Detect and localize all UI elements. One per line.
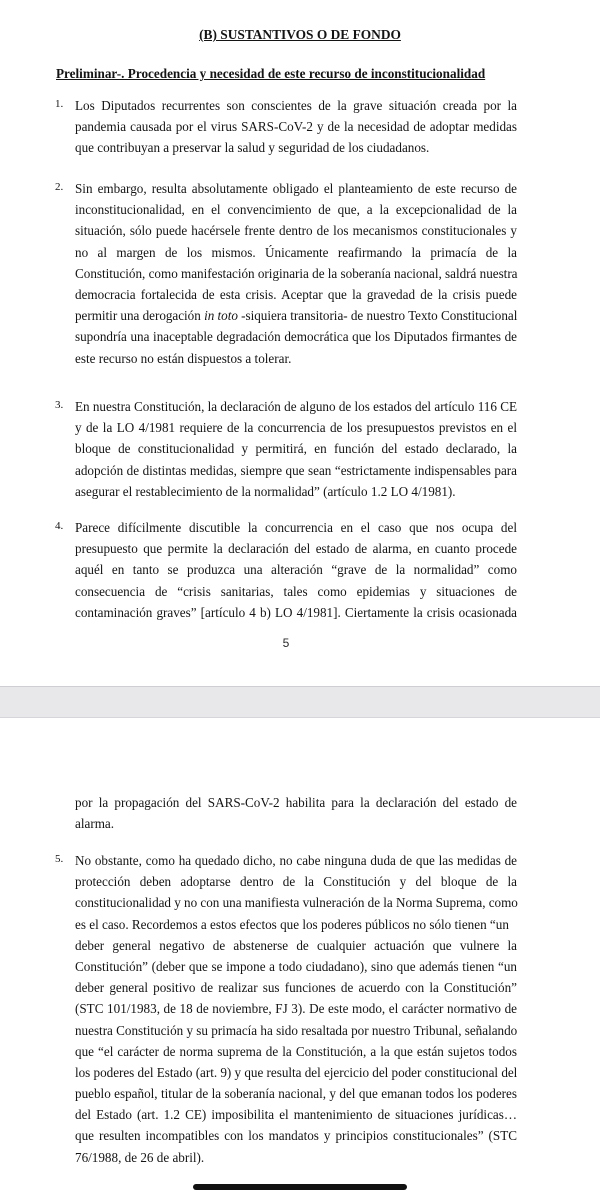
text-line: supondría una inaceptable degradación democrática que los Diputados firmantes de: [75, 329, 517, 345]
text-line: adopción de distintas medidas, siempre que sean “estrictamente indispensables para: [75, 462, 517, 478]
text-line: que “el carácter de norma suprema de la Constitución, a la que están sujetos todos: [75, 1043, 517, 1059]
text-line: democracia fortalecida de esta crisis. Aceptar que la gravedad de la crisis puede: [75, 286, 517, 302]
text-line: y de la LO 4/1981 requiere de la concurrencia de los presupuestos previstos en el: [75, 420, 517, 436]
text-line: alarma.: [75, 816, 115, 832]
paragraph-text: [75, 792, 517, 834]
text-line: asegurar el restablecimiento de la normalidad” (artículo 1.2 LO 4/1981).: [75, 483, 456, 499]
text-line: Parece difícilmente discutible la concurrencia en el caso que nos ocupa del: [75, 520, 517, 535]
section-heading: (B) SUSTANTIVOS O DE FONDO: [199, 27, 401, 42]
paragraph-text: [75, 517, 517, 623]
text-segment: -siquiera transitoria- de nuestro Texto Constitucional: [241, 308, 518, 324]
text-line: Constitución” (deber que se impone a todo ciudadano), sino que además tienen “un: [75, 958, 517, 974]
paragraph-number: 3.: [55, 399, 64, 411]
paragraph-number: 4.: [55, 520, 64, 532]
text-line: bloque de constitucionalidad y permitirá, en función del estado declarado, la: [75, 441, 517, 457]
text-line: presupuesto que permite la declaración del estado de alarma, en cuanto procede: [75, 541, 517, 557]
text-line: deber general positivo de realizar sus funciones de acuerdo con la Constitución”: [75, 980, 517, 996]
text-line: Sin embargo, resulta absolutamente obligado el planteamiento de este recurso de: [75, 181, 517, 196]
text-line: que contribuyan a preservar la salud y seguridad de los ciudadanos.: [75, 140, 430, 156]
text-line: los poderes del Estado (art. 9) y que resulta del ejercicio del poder constitucional del: [75, 1064, 518, 1080]
paragraph-number: 1.: [55, 98, 64, 110]
section-subheading: Preliminar-. Procedencia y necesidad de este recurso de inconstitucionalidad: [56, 66, 486, 81]
paragraph-text: [75, 396, 517, 502]
text-line: es el caso. Recordemos a estos efectos que los poderes públicos no sólo tienen “un: [75, 916, 509, 932]
text-line: contaminación graves” [artículo 4 b) LO 4/1981]. Ciertamente la crisis ocasionada: [75, 604, 517, 620]
text-line: deber general negativo de abstenerse de cualquier actuación que vulnere la: [75, 937, 517, 953]
text-line: Constitución, como manifestación originaria de la soberanía nacional, saldrá nuestra: [75, 265, 518, 281]
text-line: inconstitucionalidad, en el convencimiento de que, a la excepcionalidad de la: [75, 202, 517, 218]
text-line: no al margen de los mismos. Únicamente reafirmando la primacía de la: [75, 244, 517, 260]
text-line: 76/1988, de 26 de abril).: [75, 1149, 205, 1165]
text-line: Los Diputados recurrentes son conscientes de la grave situación creada por la: [75, 98, 517, 113]
text-line: pueblo español, titular de la soberanía nacional, y del que emanan todos los poderes: [75, 1086, 517, 1102]
text-line: situación, sólo puede hacérsele frente dentro de los mecanismos constitucionales y: [75, 223, 517, 239]
paragraph-number: 2.: [55, 181, 64, 193]
paragraph-text: [75, 850, 517, 1168]
text-line: protección deben adoptarse dentro de la Constitución y del bloque de la: [75, 874, 517, 890]
text-line: En nuestra Constitución, la declaración de alguno de los estados del artículo 116 CE: [75, 399, 517, 414]
text-line: nuestra Constitución y su primacía ha sido resaltada por nuestro Tribunal, señalando: [75, 1022, 518, 1038]
text-line: pandemia causada por el virus SARS-CoV-2 y de la necesidad de adoptar medidas: [75, 119, 517, 135]
text-line: (STC 101/1983, de 18 de noviembre, FJ 3). De este modo, el carácter normativo de: [75, 1001, 517, 1017]
page-separator: [0, 686, 600, 718]
text-line-with-italic: [75, 305, 517, 326]
text-line: que resulten incompatibles con los mandatos y principios constitucionales” (STC: [75, 1128, 517, 1144]
text-line: del Estado (art. 1.2 CE) imposibilita el mantenimiento de situaciones jurídicas…: [75, 1107, 517, 1123]
text-line: consecuencia de “crisis sanitarias, tales como epidemias y situaciones de: [75, 583, 517, 599]
document-page-6: [0, 718, 600, 1200]
paragraph-text: [75, 95, 517, 159]
home-indicator[interactable]: [193, 1184, 407, 1190]
text-line: por la propagación del SARS-CoV-2 habilita para la declaración del estado de: [75, 795, 517, 810]
text-line: este recurso no están dispuestos a tolerar.: [75, 350, 292, 366]
page-number: 5: [282, 636, 290, 650]
italic-term: in toto: [204, 308, 238, 324]
text-line: No obstante, como ha quedado dicho, no cabe ninguna duda de que las medidas de: [75, 853, 517, 868]
text-line: constitucionalidad y no con una manifiesta vulneración de la Norma Suprema, como: [75, 895, 518, 911]
text-segment: permitir una derogación: [75, 308, 201, 324]
paragraph-number: 5.: [55, 853, 64, 865]
text-line: aquél en tanto se produzca una alteración “grave de la normalidad” como: [75, 562, 517, 578]
paragraph-text: [75, 178, 517, 369]
